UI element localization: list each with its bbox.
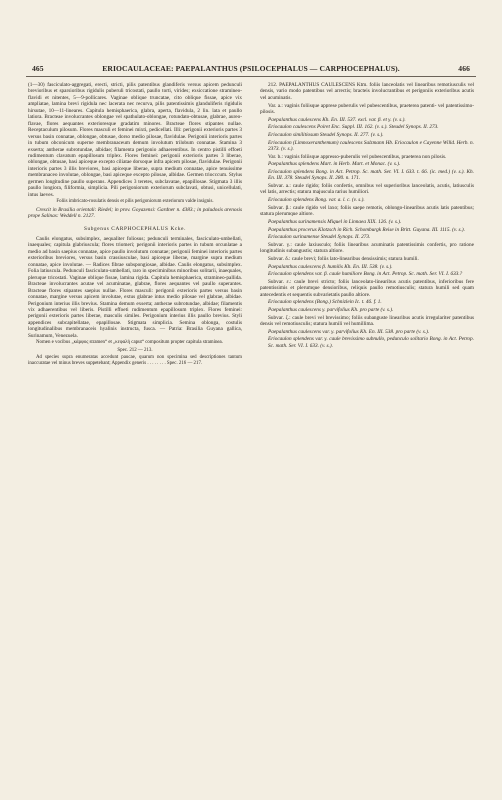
citation: Eriocaulon caulescens Poiret Enc. Suppl. III. 162. (v. s.). Steudel Synops. II. 273. [268, 124, 439, 131]
citation: Paepalanthus caulescens var. γ. parvifolius Kh. En. III. 538. pro parte (v. s.). [268, 328, 430, 335]
subvariety-zeta: Subvar. ζ.: caule brevi vel brevissimo; foliis subangustе linearibus acutis irregulariter patentibus densis vel remotiusculis; statura humili vel humillima. [260, 314, 474, 328]
subvariety-gamma: Subvar. γ.: caule laxiusculo; foliis linearibus acuminatis patentissimis confertis, pro ratione longitudinis subangustis; statura altiore. [260, 241, 474, 255]
citation: Paepalanthus splendens Mart. in Herb. Mart. et Monac. (v. s.). [268, 161, 401, 168]
diagnostic-note: Foliis imbricato-rosulatis densis et pilis perigoniorum exteriorum valde insignis. [56, 199, 214, 205]
subgenus-heading: Subgenus CARPHOCEPHALUS Kcke. [83, 225, 186, 232]
running-title: ERIOCAULACEAE: PAEPALANTHUS (PSILOCEPHALUS — CARPHOCEPHALUS). [102, 64, 400, 73]
citation: Eriocaulon splendens Bong. in Act. Petrop. Sc. math. Ser. VI. I. 633. t. 66. (ic. med.) (v. s.). Kh. En. III. 378. Steudel Synops. II. 280. n. 171. [268, 168, 474, 182]
page-number-left: 465 [32, 64, 44, 73]
citation: Paepalanthus caulescens γ. parvifolius Kh. pro parte (v. s.). [268, 306, 394, 313]
citation: Eriocaulon splendens var. β. caule humiliore Bong. in Act. Petrop. Sc. math. Ser. VI. I. 633.? [268, 271, 463, 278]
citation: Paepalanthus caulescens Kh. En. III. 537. excl. var. β. et γ. (v. s.). [268, 116, 406, 123]
etymology-note: Nomen e vocibus „κάρφος stramen“ et „κεφαλή caput“ compositum propter capitula straminea. [36, 340, 223, 346]
citation: Paepalanthus surinamensis Miquel in Linnaea XIX. 126. (v. s.). [268, 218, 402, 225]
species-heading: 212. PAEPALANTHUS CAULESCENS Ktm. foliis lanceolatis vel linearibus remotiusculis vel densis, vario modo patentibus vel arrectis; bracteis involucrantibus et perigoniis exterioribus acutis vel acuminatis. [260, 82, 474, 101]
subvariety-alpha: Subvar. a.: caule rigido; foliis confertis, omnibus vel superioribus lanceolatis, acutis, latiusculis vel latis, arrectis; statura majuscula rarius humiliori. [260, 183, 474, 196]
subvariety-epsilon: Subvar. ε.: caule brevi stricto; foliis lanceolato-linearibus acutis patentibus, inferioribus fere patentissimis et plerumque densioribus, reliquis paullo remotiusculis; statura humili sed quam antecedentis et sequentis subvarietatis paullo altiore. [260, 278, 474, 298]
citation: Eriocaulon surinamense Steudel Synops. II. 273. [268, 234, 371, 241]
running-header [26, 64, 476, 76]
subvariety-delta: Subvar. δ.: caule brevi; foliis lato-linearibus densissimis; statura humili. [268, 255, 419, 262]
citation: Eriocaulon similitiosum Steudel Synops. II. 277. (v. s.). [268, 131, 384, 138]
citation: Eriocaulon splendens var. γ. caule brevissimo subnullo, pedunculo solitario Bong. in Act. Petrop. Sc. math. Ser. VI. I. 633. (v. s.). [268, 336, 474, 349]
addenda-note: Ad species supra enumeratas accedunt paucae, quarum non specimina sed descriptiones tantum inaccuratae vel minus breves suppetebant; Appendix generis . . . . . . . . Spec. 216 — 217. [28, 354, 242, 367]
species-range: Spec. 212 — 213. [117, 347, 153, 353]
book-page [26, 64, 476, 789]
right-column [260, 82, 474, 350]
variety-b: Var. b.: vaginis foliisque appresso-puberulis vel pubescentibus, praeterea non pilosis. [268, 153, 447, 160]
page-number-right: 466 [458, 64, 470, 73]
subgenus-description: Caulis elongatus, subsimplex, aequaliter foliosus; pedunculi terminales, fasciculato-umbellati, inaequales; capitula glabriuscula; flores triomeri; perigonii interioris partes in tubum orcunlatae a medio ad basin saepius connatae, apice paullo involutum connatae; perigonii feminei interioris partes exterioribus breviores, versus basin crassiusculae, basi apiceque liberae, margine supra medium connatae, apice involutae. — Radices fibrae subspongiosae, albidae. Caulis elongatus, subsimplex. Folia latiuscula. Pedunculi fasciculato-umbellati, raro in speciminibus minoribus solitarii, inaequales, pleruque tricostati. Vaginae oblique fissae, lamina rigida. Capitula hemisphaerica, stramineo-pallida. Bracteae involucrantes acutae vel acuminatae, glabrae, flores aequantes vel paullo superantes. Bracteae flores stipantes saepius nullae. Flores masculi: perigonii exterioris partes versus basin connatae, margine versus apicem involutae, extus glabrae intus medio pilosae vel glabrae, albidae. Perigonium interius illis brevius. Stamina demum exserta; antherae subrotundae, albidae; filamentis vix adhaerentibus vel liberis. Pistilli effoeti rudimentum epapillosum triplex. Flores feminei: perigonii exterioris partes liberae, masculis similes. Perigonium interius illis paullo brevius. Styli appendices subcapitellatae, epapillosae. Stigmata simplicia. Semina oblonga, costulis longitudinalibus membranaceis hyalinis instructa, fusca. — Patria: Brasilia Guyana gallica, Surinamum, Venezuela. [28, 235, 242, 339]
header-rule [26, 76, 476, 77]
citation: Paepalanthus procerus Klotzsch in Rich. Schomburgk Reise in Britt. Guyana. III. 1115. (v. s.). [268, 226, 465, 233]
citation: Eriocaulon splendens Bong. var. a. l. c. (v. s.). [268, 197, 365, 204]
subvariety-beta: Subvar. β.: caule rigido vel laxo; foliis saepe remotis, oblongo-linearibus acutis latis patentibus; statura plerumque altiore. [260, 204, 474, 218]
description-paragraph: (1—30) fasciculato-aggregati, erecti, stricti, pilis patentibus glandiferis versus apicem pedunculi brevioribus et sparsioribus rigidulis puberuli tricostati, paullo torti, virides; exsiccatione stramineo-flavidi et nitentes, 5—9-pollicares. Vaginae oblique truncatae, cito oblique fissae, apice vix ampliatae, lamina brevi rigidula nec lacerata nec recurva, pilis patentissimis glanduliferis rigidulis hirsutae, 10—11-lineares. Capitula hemisphaerica, glabra, aperta, flavidula, 2 lin. lata et paullo latiora. Bracteae involucrantes oblongae vel spathulato-oblongae, rotundato-obtusae, glabrae, aureo-flavae, flores aequantes exterioresque gradatim minores. Bracteae flores stipantes nullae. Receptaculum pilosum. Flores masculi et feminei mixti, pedicellati. Illi: perigonii exterioris partes 3 versus basin connatae, oblongae, obtusae, dorso medio pilosae, flavidulae. Perigonii interioris partes in tubum obconicum superne membranaceum demum involutum trilobum connatae. Stamina 3 exserta; antherae subrotundae, albidae; filamenta perigonio adhaerentibus. In centro pistilli effoeti rudimentum clavatum epapillosum triplex. Flores feminei: perigonii exterioris partes 3 liberae, oblongae, obtusae, basi apiceque excepto ciliatae dorsoque infra apicem pilosae, flavidulae. Perigonii interioris partes 3 illis breviores, basi apiceque liberae, supra medium connatae, apice tenuissime membranaceo involutae, oblongae, basi apiceque excepto pilosae, albidae. Germen triocccum. Stylus germen longitudine paullo superans. Appendices 3 teretes, subclavatae, epapillosae. Stigmata 3 illis paullo longiora, filiformia, simplicia. Pili perigoniorum exteriorum subclavati, obtusi, unicellulati, intus laeves. [28, 82, 242, 198]
citation: Eriocaulon (Limnoxeranthemum) caulescens Salzmann Hb. Eriocaulon e Cayenne Willd. Herb. n. 2373. (v. s.). [268, 139, 474, 153]
variety-a: Var. a.: vaginis foliisque apprese puberulis vel pubescentibus, praeterea patenti- vel patentissimo-pilosis. [260, 102, 474, 115]
habitat-paragraph: Crescit in Brasilia orientali: Riedel; in prov. Goyazensi: Gardner n. 4383.; in paludosis arenosis prope Salinas: Weddell n. 2127. [28, 206, 242, 220]
left-column [28, 82, 242, 368]
citation: Paepalanthus caulescens β. humilis Kh. En. III. 538. (v. s.). [268, 263, 393, 270]
citation: Eriocaulon splendens (Bong.) Schnizlein Ic. t. 46. f. 1. [268, 299, 382, 306]
